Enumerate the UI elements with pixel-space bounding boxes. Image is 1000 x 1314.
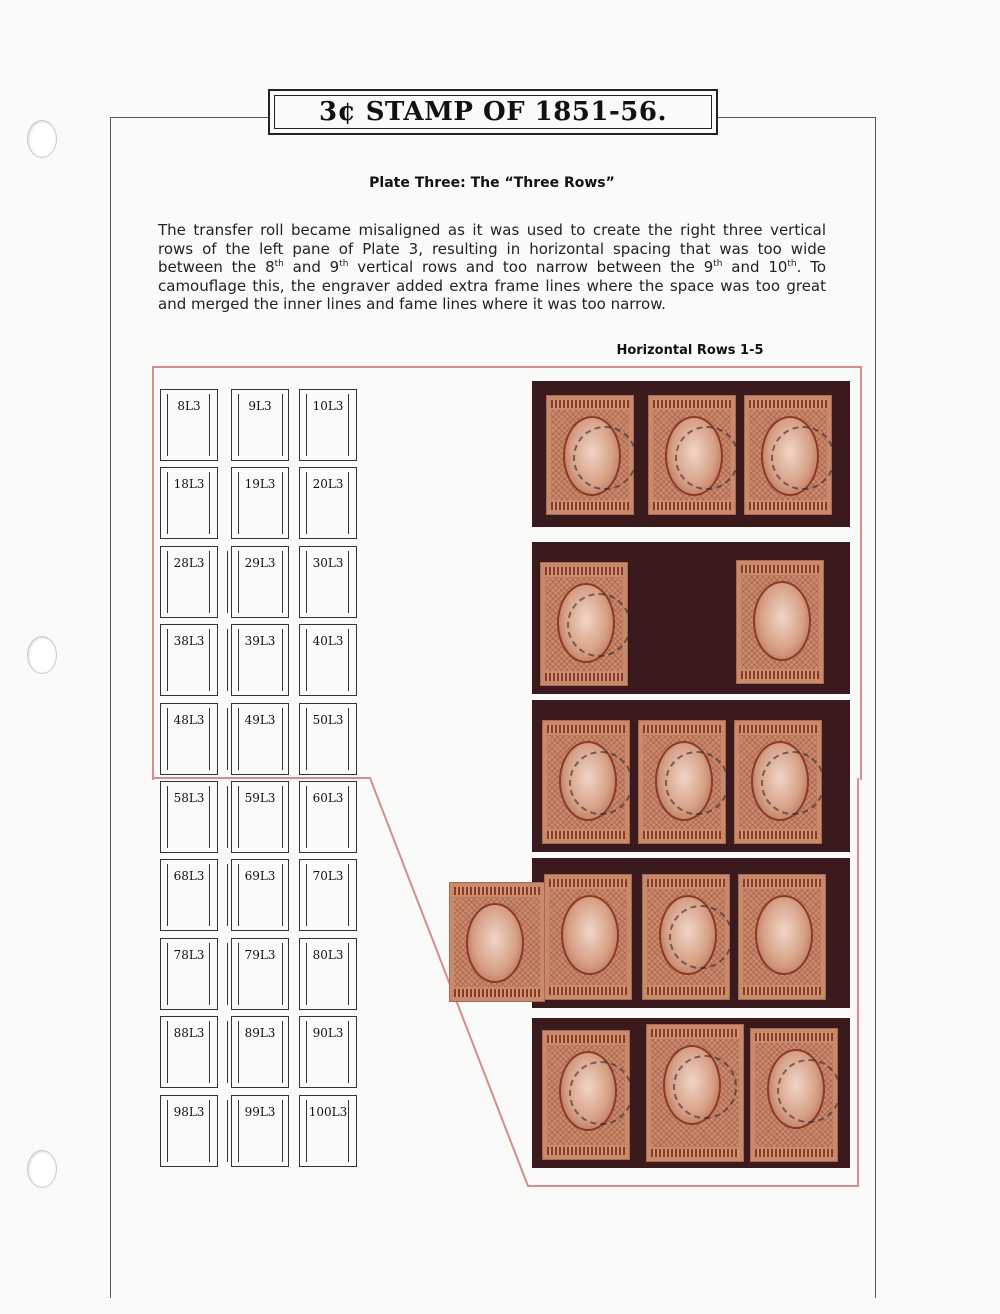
extra-frame-line [227,1100,228,1162]
stamp-image [736,560,824,684]
plate-position-cell [299,1016,357,1088]
plate-position-label: 70L3 [312,869,344,883]
plate-position-cell [299,389,357,461]
stamp-panel-row2 [532,542,850,694]
plate-position-label: 8L3 [177,399,201,413]
plate-position-label: 90L3 [312,1026,344,1040]
plate-position-cell [231,1016,289,1088]
page-title: 3¢ STAMP OF 1851-56. [318,97,668,127]
stamp-image [648,395,736,515]
para-text: vertical rows and too narrow between the 9 [348,258,714,276]
para-sup: th [274,259,284,269]
plate-position-label: 68L3 [173,869,205,883]
plate-position-label: 28L3 [173,556,205,570]
plate-position-label: 29L3 [244,556,276,570]
extra-frame-line [227,1021,228,1083]
stamp-image [540,562,628,686]
plate-position-label: 88L3 [173,1026,205,1040]
extra-frame-line [227,943,228,1005]
stamp-panel-row4 [532,858,850,1008]
para-text: and 9 [283,258,340,276]
plate-position-cell [160,703,218,775]
extra-frame-line [227,786,228,848]
stamp-panel-row1 [532,381,850,527]
para-text: . To camouflage this, the engraver added extra frame lines where the space was too great and merged the inner lines and fame lines where it was too narrow. [158,258,826,313]
plate-position-cell [160,859,218,931]
para-sup: th [713,259,723,269]
stamp-image [744,395,832,515]
extra-frame-line [227,629,228,691]
stamp-image [546,395,634,515]
plate-position-label: 59L3 [244,791,276,805]
para-text: and 10 [722,258,788,276]
plate-position-label: 38L3 [173,634,205,648]
section-subtitle: Plate Three: The “Three Rows” [369,175,615,191]
stamp-image [449,882,545,1002]
plate-position-cell [299,467,357,539]
para-sup: th [787,259,797,269]
plate-position-label: 58L3 [173,791,205,805]
extra-frame-line [227,864,228,926]
punch-hole [27,636,57,674]
plate-position-cell [231,546,289,618]
plate-position-label: 39L3 [244,634,276,648]
plate-position-label: 9L3 [248,399,272,413]
stamp-image [734,720,822,844]
stamp-image [642,874,730,1000]
stamp-image [638,720,726,844]
plate-position-label: 60L3 [312,791,344,805]
plate-position-cell [231,859,289,931]
plate-position-cell [299,938,357,1010]
plate-position-cell [160,467,218,539]
stamp-image [542,1030,630,1160]
plate-position-cell [299,859,357,931]
plate-position-cell [160,938,218,1010]
para-sup: th [339,259,349,269]
plate-position-label: 89L3 [244,1026,276,1040]
plate-position-label: 80L3 [312,948,344,962]
plate-position-cell [160,1095,218,1167]
plate-position-cell [231,389,289,461]
title-box [268,89,718,135]
plate-position-label: 10L3 [312,399,344,413]
plate-position-cell [160,546,218,618]
plate-position-cell [231,1095,289,1167]
stamp-image [544,874,632,1000]
plate-position-cell [231,781,289,853]
plate-position-label: 69L3 [244,869,276,883]
plate-position-cell [231,703,289,775]
description-paragraph [158,221,826,314]
plate-position-label: 40L3 [312,634,344,648]
plate-position-cell [299,781,357,853]
plate-position-cell [231,938,289,1010]
stamp-image [542,720,630,844]
plate-position-label: 18L3 [173,477,205,491]
punch-hole [27,120,57,158]
para-text: The transfer roll became misaligned as it was used to create the right three vertical rows of the left pane of Plate 3, resulting in horizontal spacing that was too wide between the 8 [158,221,826,276]
plate-position-cell [160,624,218,696]
plate-position-cell [160,1016,218,1088]
plate-position-label: 100L3 [308,1105,348,1119]
plate-position-cell [160,781,218,853]
stamp-panel-row3 [532,700,850,852]
plate-position-cell [299,624,357,696]
plate-position-label: 30L3 [312,556,344,570]
plate-position-label: 78L3 [173,948,205,962]
plate-position-label: 48L3 [173,713,205,727]
plate-position-label: 98L3 [173,1105,205,1119]
stamp-image [646,1024,744,1162]
plate-position-cell [160,389,218,461]
plate-position-cell [231,467,289,539]
punch-hole [27,1150,57,1188]
stamp-panel-row5 [532,1018,850,1168]
plate-position-label: 19L3 [244,477,276,491]
plate-position-cell [231,624,289,696]
plate-position-label: 79L3 [244,948,276,962]
plate-position-label: 49L3 [244,713,276,727]
plate-position-label: 20L3 [312,477,344,491]
plate-position-label: 50L3 [312,713,344,727]
stamp-image [738,874,826,1000]
stamp-image [750,1028,838,1162]
plate-position-cell [299,1095,357,1167]
plate-position-cell [299,546,357,618]
extra-frame-line [227,708,228,770]
plate-position-cell [299,703,357,775]
rows-label: Horizontal Rows 1-5 [616,343,764,358]
extra-frame-line [227,551,228,613]
plate-position-label: 99L3 [244,1105,276,1119]
